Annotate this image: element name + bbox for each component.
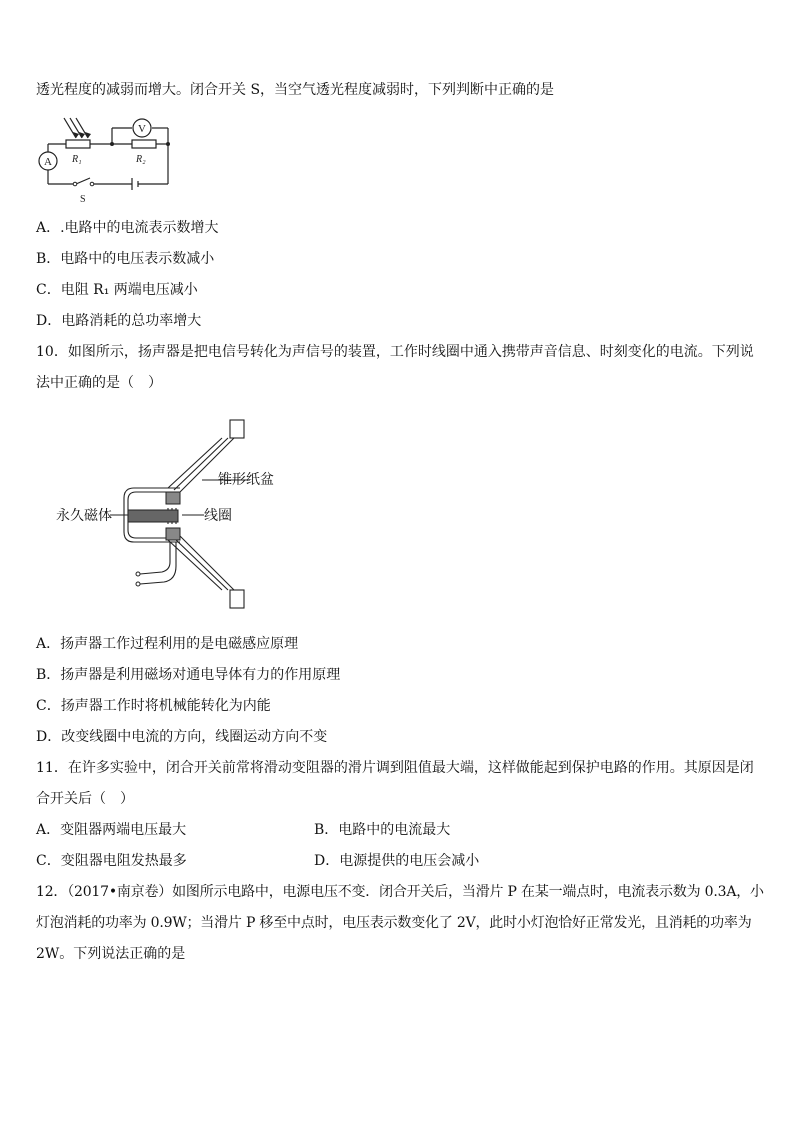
q9-option-c: C．电阻 R₁ 两端电压减小 <box>36 282 198 298</box>
q11-option-a: A．变阻器两端电压最大 <box>36 822 187 838</box>
q9-intro: 透光程度的减弱而增大。闭合开关 S，当空气透光程度减弱时，下列判断中正确的是 <box>36 82 555 98</box>
q9-circuit-diagram <box>36 110 176 206</box>
q10-stem-line1: 10．如图所示，扬声器是把电信号转化为声信号的装置，工作时线圈中通入携带声音信息、时刻变化的电流。下列说 <box>36 344 754 360</box>
q10-stem-line2: 法中正确的是（ ） <box>36 375 162 391</box>
q10-speaker-diagram <box>110 414 270 614</box>
q11-stem-line2: 合开关后（ ） <box>36 791 134 807</box>
q12-line1: 12．（2017•南京卷）如图所示电路中，电源电压不变．闭合开关后，当滑片 P 在某一端点时，电流表示数为 0.3A，小 <box>36 884 764 900</box>
ammeter-label: A <box>44 156 52 168</box>
q11-stem-line1: 11．在许多实验中，闭合开关前常将滑动变阻器的滑片调到阻值最大端，这样做能起到保护电路的作用。其原因是闭 <box>36 760 754 776</box>
q10-option-c: C．扬声器工作时将机械能转化为内能 <box>36 698 271 714</box>
q9-option-d: D．电路消耗的总功率增大 <box>36 313 202 329</box>
q10-option-b: B．扬声器是利用磁场对通电导体有力的作用原理 <box>36 667 341 683</box>
q11-option-d: D．电源提供的电压会减小 <box>314 853 480 869</box>
q9-option-b: B．电路中的电压表示数减小 <box>36 251 215 267</box>
cone-label: 锥形纸盆 <box>218 472 274 488</box>
r2-label: R₂ <box>136 154 146 165</box>
q12-line3: 2W。下列说法正确的是 <box>36 946 186 962</box>
q9-option-a: A．.电路中的电流表示数增大 <box>36 220 219 236</box>
voltmeter-label: V <box>138 123 146 135</box>
r1-label: R₁ <box>72 154 82 165</box>
q11-option-b: B．电路中的电流最大 <box>314 822 451 838</box>
q10-option-a: A．扬声器工作过程利用的是电磁感应原理 <box>36 636 299 652</box>
q11-option-c: C．变阻器电阻发热最多 <box>36 853 187 869</box>
switch-label: S <box>80 194 86 205</box>
coil-label: 线圈 <box>204 508 232 524</box>
q12-line2: 灯泡消耗的功率为 0.9W；当滑片 P 移至中点时，电压表示数变化了 2V，此时小灯泡恰好正常发光，且消耗的功率为 <box>36 915 752 931</box>
magnet-label: 永久磁体 <box>56 508 112 524</box>
q10-option-d: D．改变线圈中电流的方向，线圈运动方向不变 <box>36 729 328 745</box>
